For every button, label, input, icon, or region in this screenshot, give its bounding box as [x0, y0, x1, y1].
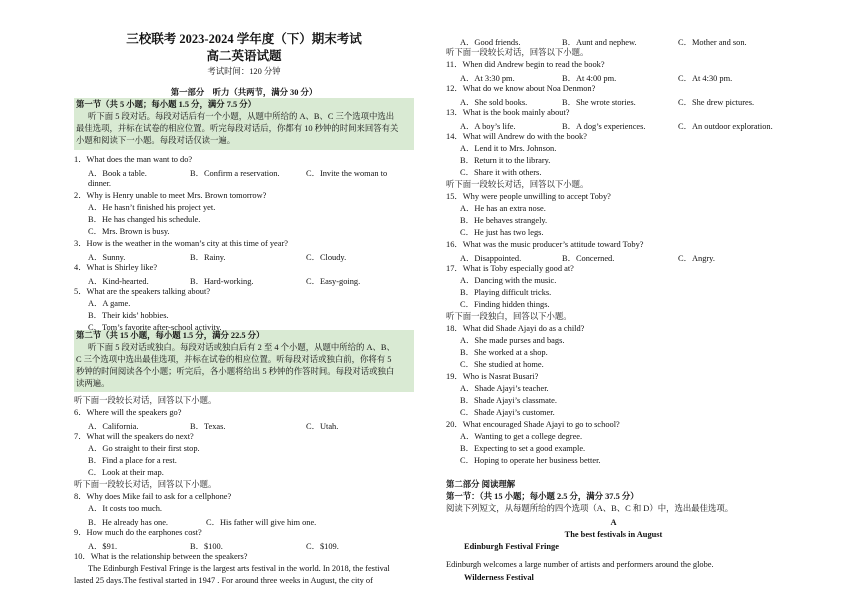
answer-option: B．Their kids’ hobbies.	[88, 311, 169, 320]
answer-option: C．Share it with others.	[460, 168, 542, 177]
answer-option: B．Expecting to set a good example.	[460, 444, 586, 453]
answer-option: C．Look at their map.	[88, 468, 164, 477]
section2-box	[74, 330, 414, 392]
option-b: B．Aunt and nephew.	[562, 38, 637, 47]
option-a: A．A boy’s life.	[460, 122, 516, 131]
option-a: A．At 3:30 pm.	[460, 74, 515, 83]
answer-option: B．Playing difficult tricks.	[460, 288, 552, 297]
answer-option: C．She studied at home.	[460, 360, 544, 369]
option-continuation: dinner.	[88, 179, 112, 188]
question-line: 9．How much do the earphones cost?	[74, 528, 202, 537]
option-c: C．Easy-going.	[306, 277, 361, 286]
option-c: C．Utah.	[306, 422, 339, 431]
passage-line: The Edinburgh Festival Fringe is the largest arts festival in the world. In 2018, the festival	[88, 564, 390, 573]
answer-option: A．He has an extra nose.	[460, 204, 546, 213]
option-b: B．Texas.	[190, 422, 226, 431]
question-line: 16．What was the music producer’s attitude toward Toby?	[446, 240, 644, 249]
option-c: C．Angry.	[678, 254, 715, 263]
option-a: A．Book a table.	[88, 169, 147, 178]
exam-subtitle: 高二英语试题	[206, 49, 282, 63]
option-b: B．A dog’s experiences.	[562, 122, 646, 131]
festival-name: Wilderness Festival	[464, 573, 534, 582]
option-c: C．An outdoor exploration.	[678, 122, 773, 131]
article-letter: A	[610, 518, 617, 527]
answer-option: A．She made purses and bags.	[460, 336, 565, 345]
section1-instr-line: 最佳选项，并标在试卷的相应位置。听完每段对话后，你都有 10 秒钟的时间来回答有关	[76, 124, 399, 133]
section2-instr-line: 读两遍。	[76, 379, 110, 388]
question-line: 3．How is the weather in the woman’s city at this time of year?	[74, 239, 288, 248]
question-line: 13．What is the book mainly about?	[446, 108, 570, 117]
exam-time: 考试时间：120 分钟	[207, 67, 281, 76]
answer-option: C．He just has two legs.	[460, 228, 544, 237]
question-line: 6．Where will the speakers go?	[74, 408, 182, 417]
section1-instr-line: 小题和阅读下一小题。每段对话仅读一遍。	[76, 136, 236, 145]
answer-option: B．She worked at a shop.	[460, 348, 548, 357]
answer-option: A．Wanting to get a college degree.	[460, 432, 583, 441]
option-b: B．$100.	[190, 542, 223, 551]
question-line: 20．What encouraged Shade Ajayi to go to school?	[446, 420, 620, 429]
answer-option: C．Shade Ajayi’s customer.	[460, 408, 555, 417]
question-line: 听下面一段独白，回答以下小题。	[446, 312, 572, 321]
section2-instr-line: 听下面 5 段对话或独白。每段对话或独白后有 2 至 4 个小题，从题中所给的 A、B、	[88, 343, 395, 352]
question-line: 17．What is Toby especially good at?	[446, 264, 574, 273]
option-b: B．Confirm a reservation.	[190, 169, 280, 178]
option-c: C．Cloudy.	[306, 253, 347, 262]
option-b: B．She wrote stories.	[562, 98, 636, 107]
question-line: 2．Why is Henry unable to meet Mrs. Brown tomorrow?	[74, 191, 267, 200]
question-line: 听下面一段较长对话，回答以下小题。	[446, 180, 589, 189]
option-b: B．Hard-working.	[190, 277, 254, 286]
article-body: Edinburgh welcomes a large number of artists and performers around the globe.	[446, 560, 714, 569]
section2-instr-line: C 三个选项中选出最佳选项，并标在试卷的相应位置。听每段对话或独白前，你将有 5	[76, 355, 392, 364]
option-b: B．Concerned.	[562, 254, 615, 263]
answer-option: B．Return it to the library.	[460, 156, 551, 165]
section2-instr-line: 秒钟的时间阅读各个小题；听完后，各小题将给出 5 秒钟的作答时间。每段对话或独白	[76, 367, 395, 376]
question-line: 12．What do we know about Noa Denmon?	[446, 84, 596, 93]
option-b: B．Rainy.	[190, 253, 226, 262]
question-line: 18．What did Shade Ajayi do as a child?	[446, 324, 585, 333]
question-line: 听下面一段较长对话，回答以下小题。	[74, 480, 217, 489]
exam-title: 三校联考 2023-2024 学年度（下）期末考试	[126, 32, 362, 46]
question-line: 7．What will the speakers do next?	[74, 432, 194, 441]
article-title: The best festivals in August	[564, 530, 663, 539]
part2-section1: 第一节：（共 15 小题；每小题 2.5 分，满分 37.5 分）	[446, 492, 639, 501]
answer-option: A．A game.	[88, 299, 131, 308]
answer-option: A．It costs too much.	[88, 504, 162, 513]
option-a: A．California.	[88, 422, 139, 431]
answer-option: A．He hasn’t finished his project yet.	[88, 203, 216, 212]
answer-option: B．Find a place for a rest.	[88, 456, 177, 465]
answer-option: A．Shade Ajayi’s teacher.	[460, 384, 549, 393]
section2-heading: 第二节（共 15 小题，每小题 1.5 分，满分 22.5 分）	[76, 331, 265, 340]
option-c: C．Mother and son.	[678, 38, 747, 47]
section1-box	[74, 98, 414, 150]
option-a: A．Sunny.	[88, 253, 126, 262]
answer-option: C．Mrs. Brown is busy.	[88, 227, 170, 236]
option-c: C．$109.	[306, 542, 339, 551]
question-line: 15．Why were people unwilling to accept Toby?	[446, 192, 611, 201]
option-a: A．$91.	[88, 542, 118, 551]
festival-name: Edinburgh Festival Fringe	[464, 542, 559, 551]
option-b: B．At 4:00 pm.	[562, 74, 617, 83]
option-a: A．Disappointed.	[460, 254, 522, 263]
question-line: 11．When did Andrew begin to read the book?	[446, 60, 605, 69]
answer-option: C．Tom’s favorite after-school activity.	[88, 323, 222, 332]
question-line: 5．What are the speakers talking about?	[74, 287, 211, 296]
answer-option: B．Shade Ajayi’s classmate.	[460, 396, 557, 405]
question-line: 14．What will Andrew do with the book?	[446, 132, 587, 141]
question-line: 听下面一段较长对话，回答以下小题。	[74, 396, 217, 405]
answer-option: C．Finding hidden things.	[460, 300, 550, 309]
question-line: 8．Why does Mike fail to ask for a cellphone?	[74, 492, 232, 501]
answer-option: A．Dancing with the music.	[460, 276, 557, 285]
question-line: 10．What is the relationship between the speakers?	[74, 552, 248, 561]
option-a: A．Kind-hearted.	[88, 277, 149, 286]
option-c: C．At 4:30 pm.	[678, 74, 733, 83]
option-a: A．She sold books.	[460, 98, 528, 107]
option-c: C．Invite the woman to	[306, 169, 388, 178]
question-line: 1．What does the man want to do?	[74, 155, 193, 164]
option-c: C．His father will give him one.	[206, 518, 317, 527]
option-a: A．Good friends.	[460, 38, 521, 47]
answer-option: C．Hoping to operate her business better.	[460, 456, 601, 465]
question-line: 4．What is Shirley like?	[74, 263, 158, 272]
answer-option: A．Go straight to their first stop.	[88, 444, 200, 453]
option-c: C．She drew pictures.	[678, 98, 755, 107]
question-line: 19．Who is Nasrat Busari?	[446, 372, 539, 381]
passage-line: lasted 25 days.The festival started in 1947 . For around three weeks in August, the city of	[74, 576, 373, 585]
answer-option: A．Lend it to Mrs. Johnson.	[460, 144, 557, 153]
question-line: 听下面一段较长对话，回答以下小题。	[446, 48, 589, 57]
part1-heading: 第一部分 听力（共两节，满分 30 分）	[170, 88, 318, 97]
option-b: B．He already has one.	[88, 518, 168, 527]
part2-instr: 阅读下列短文，从每题所给的四个选项（A、B、C 和 D）中，选出最佳选项。	[446, 504, 734, 513]
answer-option: B．He has changed his schedule.	[88, 215, 201, 224]
section1-heading: 第一节（共 5 小题；每小题 1.5 分，满分 7.5 分）	[76, 100, 257, 109]
section1-instr-line: 听下面 5 段对话。每段对话后有一个小题，从题中所给的 A、B、C 三个选项中选出	[88, 112, 395, 121]
part2-heading: 第二部分 阅读理解	[446, 480, 516, 489]
answer-option: B．He behaves strangely.	[460, 216, 548, 225]
